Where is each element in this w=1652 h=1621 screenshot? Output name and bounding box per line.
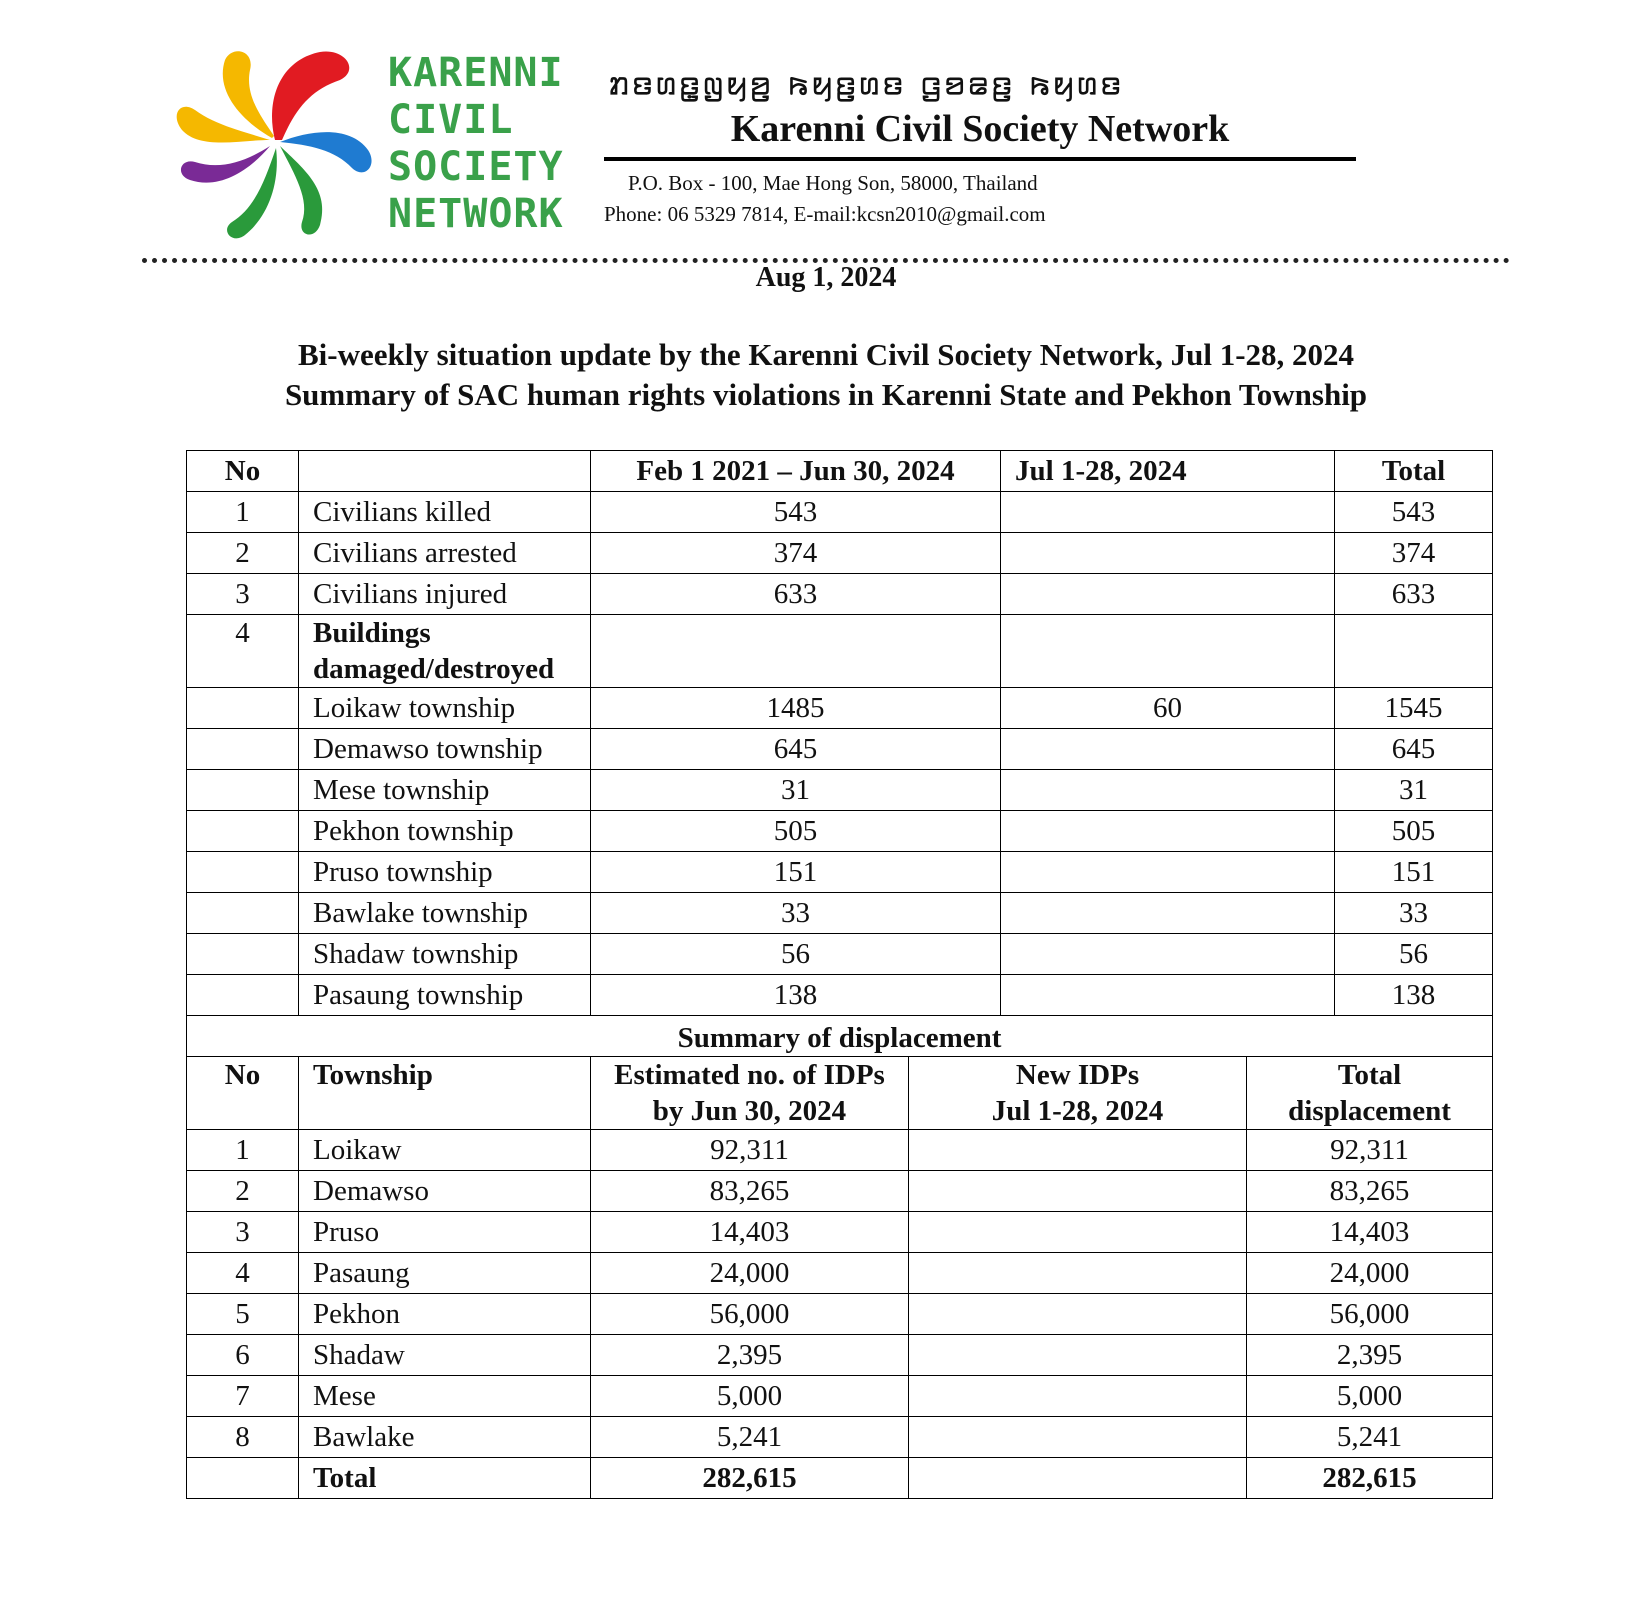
- row-value-period-2: 60: [1001, 688, 1335, 729]
- org-contact: Phone: 06 5329 7814, E-mail:kcsn2010@gmail.com: [604, 202, 1046, 226]
- org-script-name: ꤊꤢꤛꤢ꤭ꤜꤟꤤ꤬ ꤒꤟꤢ꤬ꤛꤢ ꤞꤤꤘꤢ꤬ ꤒꤟꤛꤢ: [608, 62, 1124, 103]
- row-total: 543: [1335, 492, 1493, 533]
- row-value-period-1: 505: [591, 811, 1001, 852]
- township-row: [187, 934, 1493, 975]
- header-new-line-1: New IDPs: [1015, 1059, 1140, 1091]
- displacement-row: [187, 1130, 1493, 1171]
- empty-cell: [1335, 615, 1493, 688]
- row-new: [909, 1335, 1247, 1376]
- row-total: 645: [1335, 729, 1493, 770]
- row-value-period-2: [1001, 852, 1335, 893]
- title-line-1: Bi-weekly situation update by the Karenni Civil Society Network, Jul 1-28, 2024: [297, 337, 1355, 372]
- total-displacement: 282,615: [1247, 1458, 1493, 1499]
- row-label: Shadaw township: [299, 934, 591, 975]
- row-estimated: 5,241: [591, 1417, 909, 1458]
- row-total: 56: [1335, 934, 1493, 975]
- township-row: [187, 729, 1493, 770]
- buildings-label: [299, 615, 591, 688]
- header-no: No: [187, 451, 299, 492]
- displacement-title: Summary of displacement: [187, 1016, 1493, 1057]
- row-label: Pruso township: [299, 852, 591, 893]
- row-value-period-2: [1001, 934, 1335, 975]
- row-value-period-1: 543: [591, 492, 1001, 533]
- row-total: 56,000: [1247, 1294, 1493, 1335]
- row-estimated: 5,000: [591, 1376, 909, 1417]
- row-no: 5: [187, 1294, 299, 1335]
- org-name: Karenni Civil Society Network: [730, 108, 1230, 150]
- row-total: 138: [1335, 975, 1493, 1016]
- row-township: Shadaw: [299, 1335, 591, 1376]
- document-date: Aug 1, 2024: [755, 262, 897, 293]
- row-value-period-1: 33: [591, 893, 1001, 934]
- buildings-label-line-1: Buildings: [313, 617, 431, 649]
- row-label: Civilians killed: [299, 492, 591, 533]
- header-period-1: Feb 1 2021 – Jun 30, 2024: [591, 451, 1001, 492]
- logo-line-1: KARENNI: [388, 50, 564, 96]
- row-no: [187, 811, 299, 852]
- document-title: [0, 335, 1652, 415]
- row-new: [909, 1253, 1247, 1294]
- row-label: Pasaung township: [299, 975, 591, 1016]
- row-no: [187, 770, 299, 811]
- displacement-title-row: [187, 1016, 1493, 1057]
- township-row: [187, 975, 1493, 1016]
- row-value-period-2: [1001, 975, 1335, 1016]
- row-township: Loikaw: [299, 1130, 591, 1171]
- row-township: Pasaung: [299, 1253, 591, 1294]
- row-estimated: 92,311: [591, 1130, 909, 1171]
- row-no: 7: [187, 1376, 299, 1417]
- row-total: 24,000: [1247, 1253, 1493, 1294]
- row-no: 3: [187, 1212, 299, 1253]
- header-total-displacement: [1247, 1057, 1493, 1130]
- row-new: [909, 1212, 1247, 1253]
- header-estimated-idps: [591, 1057, 909, 1130]
- township-row: [187, 893, 1493, 934]
- violations-header-row: [187, 451, 1493, 492]
- row-value-period-1: 374: [591, 533, 1001, 574]
- row-value-period-1: 31: [591, 770, 1001, 811]
- header-estimated-line-1: Estimated no. of IDPs: [614, 1059, 885, 1091]
- header-total: Total: [1335, 451, 1493, 492]
- total-estimated: 282,615: [591, 1458, 909, 1499]
- row-value-period-2: [1001, 492, 1335, 533]
- row-total: 151: [1335, 852, 1493, 893]
- displacement-row: [187, 1376, 1493, 1417]
- row-estimated: 83,265: [591, 1171, 909, 1212]
- row-estimated: 24,000: [591, 1253, 909, 1294]
- row-total: 633: [1335, 574, 1493, 615]
- row-total: 33: [1335, 893, 1493, 934]
- header-new-idps: [909, 1057, 1247, 1130]
- row-value-period-2: [1001, 770, 1335, 811]
- row-no: [187, 688, 299, 729]
- row-new: [909, 1376, 1247, 1417]
- violations-row: [187, 492, 1493, 533]
- row-label: Demawso township: [299, 729, 591, 770]
- row-no: [187, 975, 299, 1016]
- row-label: Loikaw township: [299, 688, 591, 729]
- row-total: 83,265: [1247, 1171, 1493, 1212]
- header-new-line-2: Jul 1-28, 2024: [991, 1095, 1164, 1127]
- header-category: [299, 451, 591, 492]
- row-no: [187, 893, 299, 934]
- org-address: P.O. Box - 100, Mae Hong Son, 58000, Thailand: [628, 171, 1038, 195]
- row-no: 3: [187, 574, 299, 615]
- row-value-period-2: [1001, 729, 1335, 770]
- row-total: 14,403: [1247, 1212, 1493, 1253]
- row-value-period-2: [1001, 893, 1335, 934]
- buildings-label-line-2: damaged/destroyed: [313, 653, 555, 685]
- row-no: 6: [187, 1335, 299, 1376]
- row-value-period-2: [1001, 811, 1335, 852]
- letterhead-rule: [604, 157, 1356, 161]
- row-no: 4: [187, 615, 299, 688]
- row-no: 2: [187, 1171, 299, 1212]
- row-no: [187, 852, 299, 893]
- township-row: [187, 688, 1493, 729]
- township-row: [187, 770, 1493, 811]
- logo-wordmark: [388, 50, 564, 238]
- total-new: [909, 1458, 1247, 1499]
- logo-line-4: NETWORK: [388, 191, 564, 237]
- row-estimated: 56,000: [591, 1294, 909, 1335]
- row-label: Bawlake township: [299, 893, 591, 934]
- displacement-row: [187, 1335, 1493, 1376]
- row-total: 1545: [1335, 688, 1493, 729]
- row-label: Civilians injured: [299, 574, 591, 615]
- row-label: Pekhon township: [299, 811, 591, 852]
- row-township: Mese: [299, 1376, 591, 1417]
- row-new: [909, 1294, 1247, 1335]
- row-no: 1: [187, 492, 299, 533]
- header-township: Township: [299, 1057, 591, 1130]
- row-township: Pekhon: [299, 1294, 591, 1335]
- displacement-row: [187, 1212, 1493, 1253]
- row-value-period-1: 1485: [591, 688, 1001, 729]
- title-line-2: Summary of SAC human rights violations in Karenni State and Pekhon Township: [284, 377, 1368, 412]
- violations-row: [187, 533, 1493, 574]
- displacement-header-row: [187, 1057, 1493, 1130]
- displacement-row: [187, 1294, 1493, 1335]
- row-label: Mese township: [299, 770, 591, 811]
- header-period-2: Jul 1-28, 2024: [1001, 451, 1335, 492]
- row-no: [187, 729, 299, 770]
- row-estimated: 2,395: [591, 1335, 909, 1376]
- total-label: Total: [299, 1458, 591, 1499]
- letterhead: [604, 62, 1356, 227]
- displacement-row: [187, 1171, 1493, 1212]
- header-total-line-1: Total: [1337, 1059, 1402, 1091]
- header-no: No: [187, 1057, 299, 1130]
- row-new: [909, 1171, 1247, 1212]
- row-no: 2: [187, 533, 299, 574]
- row-no: 1: [187, 1130, 299, 1171]
- township-row: [187, 852, 1493, 893]
- row-value-period-1: 151: [591, 852, 1001, 893]
- violations-row: [187, 574, 1493, 615]
- buildings-row: [187, 615, 1493, 688]
- row-total: 374: [1335, 533, 1493, 574]
- header-total-line-2: displacement: [1288, 1095, 1451, 1127]
- row-total: 505: [1335, 811, 1493, 852]
- logo-line-3: SOCIETY: [388, 144, 564, 190]
- row-township: Bawlake: [299, 1417, 591, 1458]
- empty-cell: [1001, 615, 1335, 688]
- total-no: [187, 1458, 299, 1499]
- row-value-period-1: 633: [591, 574, 1001, 615]
- row-value-period-1: 56: [591, 934, 1001, 975]
- row-estimated: 14,403: [591, 1212, 909, 1253]
- row-value-period-1: 645: [591, 729, 1001, 770]
- row-township: Demawso: [299, 1171, 591, 1212]
- summary-table: [186, 450, 1493, 1499]
- row-value-period-2: [1001, 533, 1335, 574]
- row-no: 8: [187, 1417, 299, 1458]
- township-row: [187, 811, 1493, 852]
- row-total: 31: [1335, 770, 1493, 811]
- row-no: 4: [187, 1253, 299, 1294]
- row-label: Civilians arrested: [299, 533, 591, 574]
- kcsn-logo: [170, 40, 580, 250]
- displacement-total-row: [187, 1458, 1493, 1499]
- row-total: 2,395: [1247, 1335, 1493, 1376]
- row-new: [909, 1417, 1247, 1458]
- row-total: 5,000: [1247, 1376, 1493, 1417]
- row-no: [187, 934, 299, 975]
- row-value-period-1: 138: [591, 975, 1001, 1016]
- row-township: Pruso: [299, 1212, 591, 1253]
- row-new: [909, 1130, 1247, 1171]
- pinwheel-logo-icon: [170, 40, 380, 250]
- row-value-period-2: [1001, 574, 1335, 615]
- empty-cell: [591, 615, 1001, 688]
- logo-line-2: CIVIL: [388, 97, 514, 143]
- displacement-row: [187, 1253, 1493, 1294]
- header-estimated-line-2: by Jun 30, 2024: [652, 1095, 847, 1127]
- displacement-row: [187, 1417, 1493, 1458]
- row-total: 5,241: [1247, 1417, 1493, 1458]
- row-total: 92,311: [1247, 1130, 1493, 1171]
